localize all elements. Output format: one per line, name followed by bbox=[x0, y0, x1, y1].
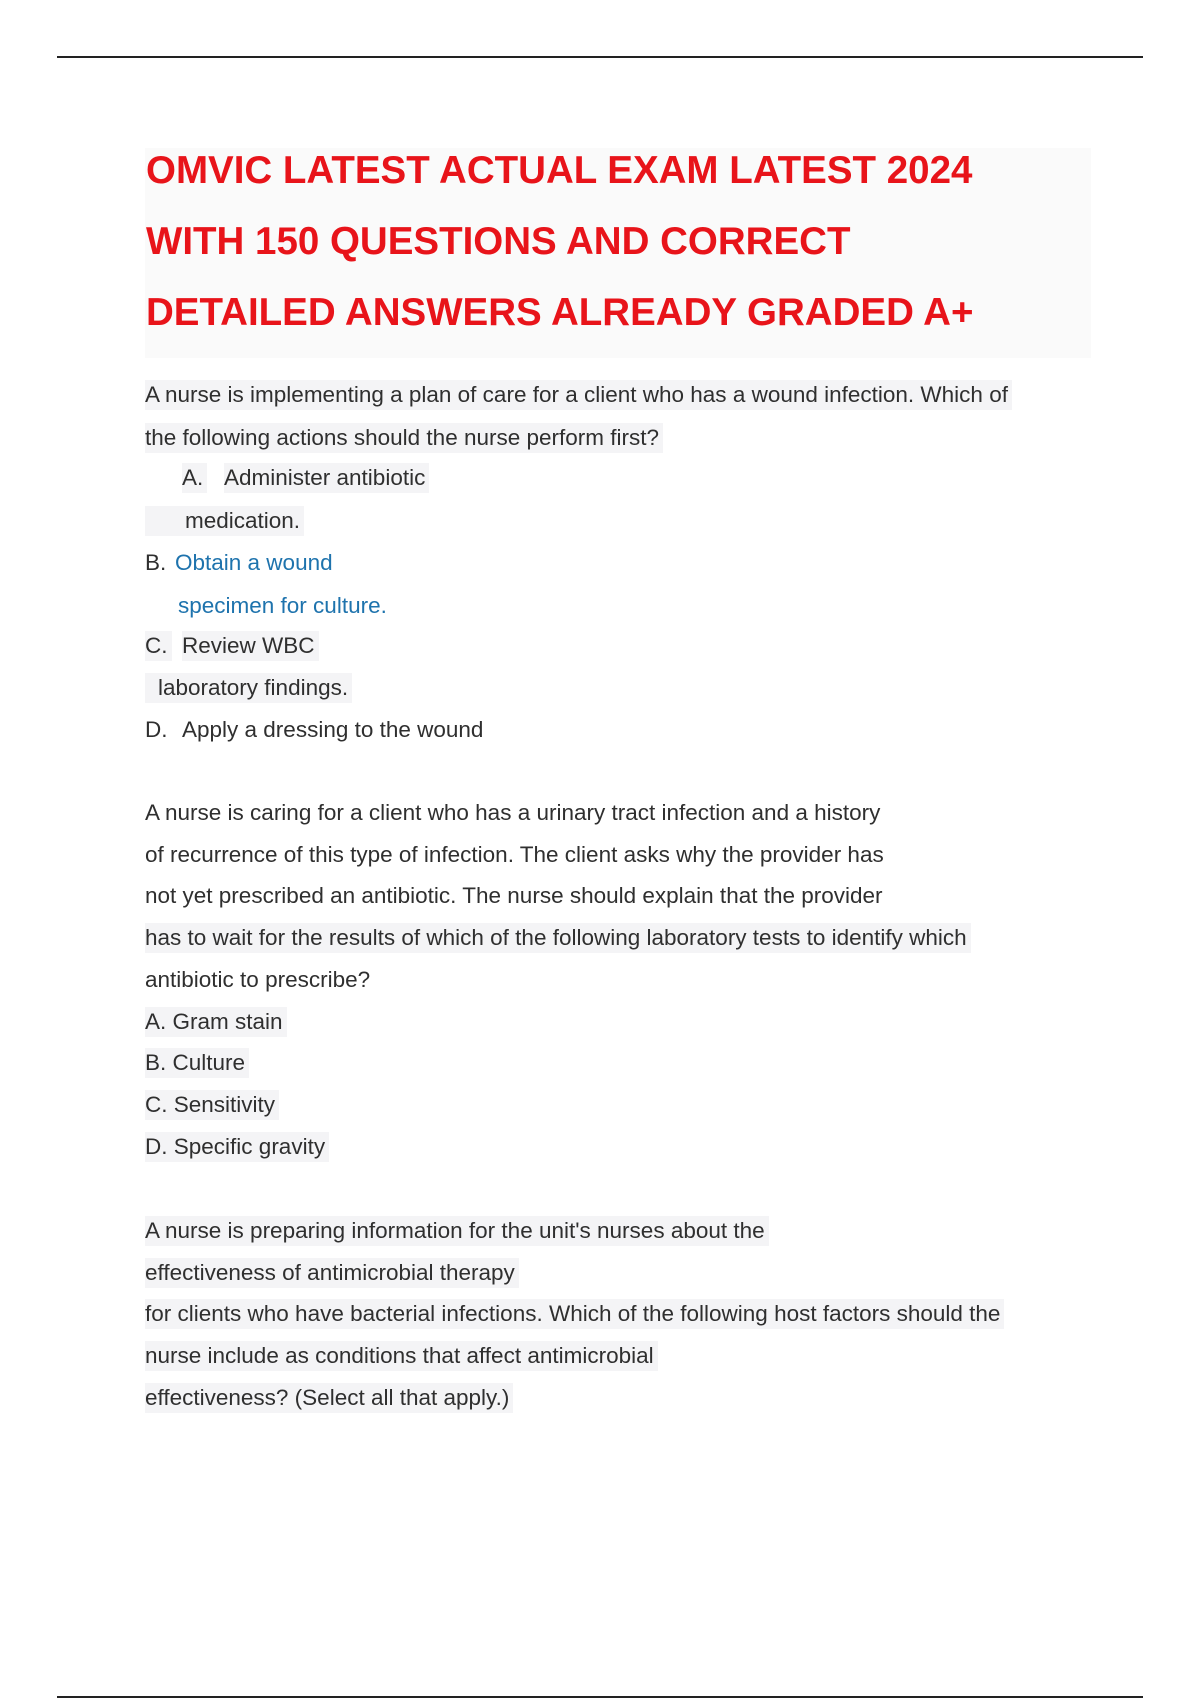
question-3-stem-line-1: A nurse is preparing information for the unit's nurses about the bbox=[145, 1216, 769, 1246]
option-text: Specific gravity bbox=[173, 1134, 326, 1159]
option-letter: C. bbox=[145, 1092, 168, 1117]
option-letter: D. bbox=[145, 717, 168, 742]
option-text: Gram stain bbox=[172, 1009, 283, 1034]
option-letter: D. bbox=[145, 1134, 168, 1159]
question-2-stem-line-3: not yet prescribed an antibiotic. The nurse should explain that the provider bbox=[145, 883, 883, 908]
option-letter: B. bbox=[145, 1050, 167, 1075]
top-rule bbox=[57, 56, 1143, 58]
title-line-1: OMVIC LATEST ACTUAL EXAM LATEST 2024 bbox=[146, 149, 973, 192]
question-3-stem-line-3: for clients who have bacterial infections. Which of the following host factors should the bbox=[145, 1299, 1004, 1329]
question-2-option-d bbox=[145, 1132, 329, 1162]
question-2-option-a bbox=[145, 1007, 287, 1037]
question-2-stem-line-5: antibiotic to prescribe? bbox=[145, 967, 371, 992]
question-3-stem-line-5: effectiveness? (Select all that apply.) bbox=[145, 1383, 513, 1413]
question-2-stem-line-2: of recurrence of this type of infection. The client asks why the provider has bbox=[145, 842, 884, 867]
question-2-option-b bbox=[145, 1048, 249, 1078]
question-3-stem-line-4: nurse include as conditions that affect antimicrobial bbox=[145, 1341, 658, 1371]
option-letter: B. bbox=[145, 550, 167, 575]
title-line-2: WITH 150 QUESTIONS AND CORRECT bbox=[146, 220, 851, 263]
question-2-stem-line-4: has to wait for the results of which of the following laboratory tests to identify which bbox=[145, 923, 971, 953]
question-1-stem-line-1: A nurse is implementing a plan of care for a client who has a wound infection. Which of bbox=[145, 380, 1012, 410]
question-2-option-c bbox=[145, 1090, 279, 1120]
option-text-line-1: Apply a dressing to the wound bbox=[182, 717, 484, 742]
option-letter: C. bbox=[145, 631, 172, 661]
option-text-line-1-correct: Obtain a wound bbox=[175, 550, 333, 575]
question-3-stem-line-2: effectiveness of antimicrobial therapy bbox=[145, 1258, 519, 1288]
option-letter: A. bbox=[182, 463, 207, 493]
question-1-stem-line-2: the following actions should the nurse perform first? bbox=[145, 423, 663, 453]
option-text-line-2-correct: specimen for culture. bbox=[178, 593, 387, 618]
document-title bbox=[145, 148, 1091, 358]
option-text: Sensitivity bbox=[173, 1092, 276, 1117]
option-text: Culture bbox=[172, 1050, 246, 1075]
option-text-line-1: Review WBC bbox=[182, 631, 319, 661]
title-line-3: DETAILED ANSWERS ALREADY GRADED A+ bbox=[146, 291, 974, 334]
bottom-rule bbox=[57, 1696, 1143, 1698]
option-text-line-2: medication. bbox=[145, 506, 304, 536]
option-letter: A. bbox=[145, 1009, 167, 1034]
option-text-line-2: laboratory findings. bbox=[145, 673, 352, 703]
option-text-line-1: Administer antibiotic bbox=[224, 463, 429, 493]
question-2-stem-line-1: A nurse is caring for a client who has a urinary tract infection and a history bbox=[145, 800, 881, 825]
